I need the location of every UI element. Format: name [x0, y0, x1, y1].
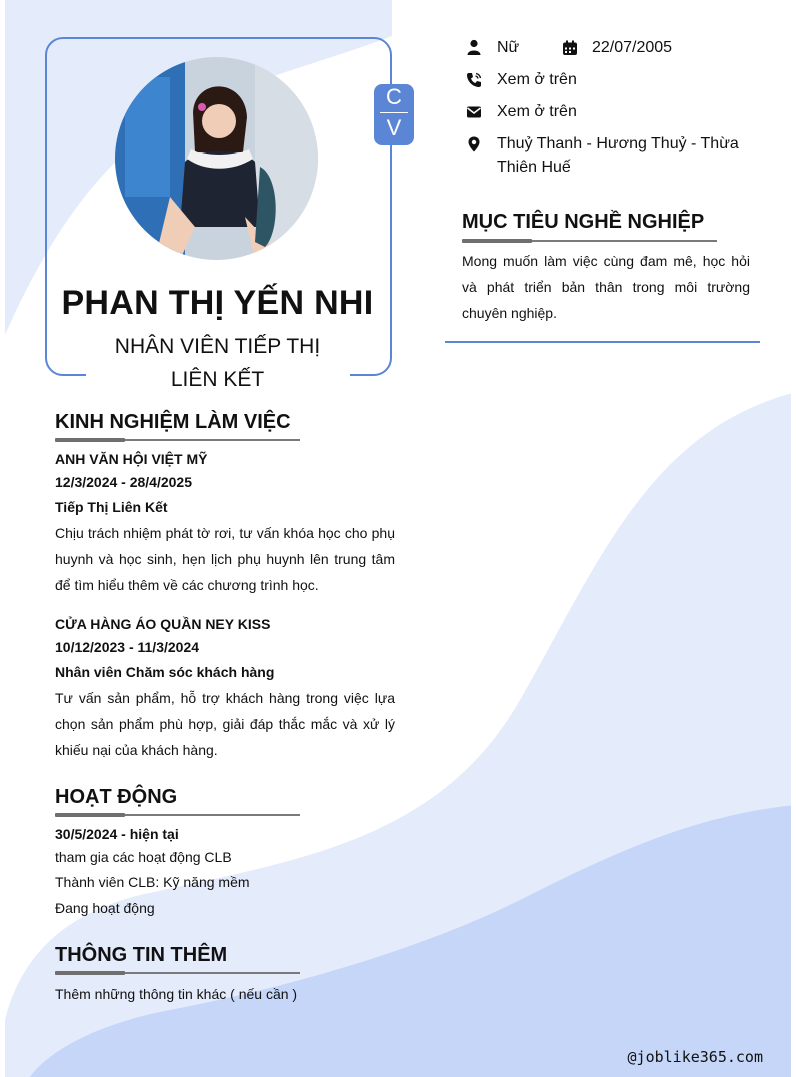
cv-divider	[380, 112, 408, 113]
candidate-name: PHAN THỊ YẾN NHI	[61, 284, 374, 322]
address-value	[497, 132, 739, 180]
address-line-1: Thuỷ Thanh - Hương Thuỷ - Thừa	[497, 135, 739, 152]
mail-icon	[466, 104, 482, 120]
email-value: Xem ở trên	[497, 103, 577, 120]
extra-info-text: Thêm những thông tin khác ( nếu cần )	[55, 986, 298, 1002]
activity-line: Đang hoạt động	[55, 900, 155, 916]
job-title-line-1: NHÂN VIÊN TIẾP THỊ	[114, 335, 321, 358]
experience-company: ANH VĂN HỘI VIỆT MỸ	[55, 451, 208, 467]
cv-letter-c: C	[386, 84, 402, 109]
experience-description: Tư vấn sản phẩm, hỗ trợ khách hàng trong việc lựa chọn sản phẩm phù hợp, giải đáp thắc mắc và xử lý khiếu nại của khách hàng.	[55, 690, 395, 758]
phone-value: Xem ở trên	[497, 71, 577, 88]
section-divider	[445, 341, 760, 343]
experience-period: 10/12/2023 - 11/3/2024	[55, 639, 200, 655]
activities-title-underline	[55, 814, 300, 816]
activity-period: 30/5/2024 - hiện tại	[55, 826, 179, 842]
objective-title: MỤC TIÊU NGHỀ NGHIỆP	[462, 211, 705, 233]
activity-line: Thành viên CLB: Kỹ năng mềm	[55, 874, 250, 890]
activities-title: HOẠT ĐỘNG	[55, 786, 178, 808]
underline-accent	[55, 438, 125, 442]
experience-description: Chịu trách nhiệm phát tờ rơi, tư vấn khóa học cho phụ huynh và học sinh, hẹn lịch phụ huynh lên trung tâm để tìm hiểu thêm về các chương trình học.	[55, 525, 395, 593]
objective-title-underline	[462, 240, 717, 242]
job-title	[95, 330, 340, 396]
experience-period: 12/3/2024 - 28/4/2025	[55, 474, 193, 490]
activity-line: tham gia các hoạt động CLB	[55, 849, 232, 865]
job-title-line-2: LIÊN KẾT	[170, 368, 265, 391]
experience-role: Tiếp Thị Liên Kết	[55, 499, 168, 515]
profile-photo	[115, 57, 318, 260]
experience-title-underline	[55, 439, 300, 441]
underline-accent	[55, 813, 125, 817]
experience-title: KINH NGHIỆM LÀM VIỆC	[55, 411, 291, 433]
calendar-icon	[562, 40, 578, 56]
extra-info-title: THÔNG TIN THÊM	[55, 944, 228, 966]
extra-info-title-underline	[55, 972, 300, 974]
underline-accent	[55, 971, 125, 975]
birthday-value: 22/07/2005	[592, 39, 673, 56]
map-pin-icon	[466, 136, 482, 152]
cv-letter-v: V	[386, 115, 402, 140]
objective-text: Mong muốn làm việc cùng đam mê, học hỏi và phát triển bản thân trong môi trường chuyên nghiệp.	[462, 253, 750, 321]
address-line-2: Thiên Huế	[497, 159, 571, 176]
phone-icon	[466, 72, 482, 88]
user-icon	[466, 39, 482, 55]
cv-badge	[374, 84, 414, 145]
experience-role: Nhân viên Chăm sóc khách hàng	[55, 664, 275, 680]
watermark: @joblike365.com	[627, 1048, 763, 1066]
gender-value: Nữ	[497, 39, 520, 56]
experience-company: CỬA HÀNG ÁO QUẦN NEY KISS	[55, 616, 271, 632]
underline-accent	[462, 239, 532, 243]
